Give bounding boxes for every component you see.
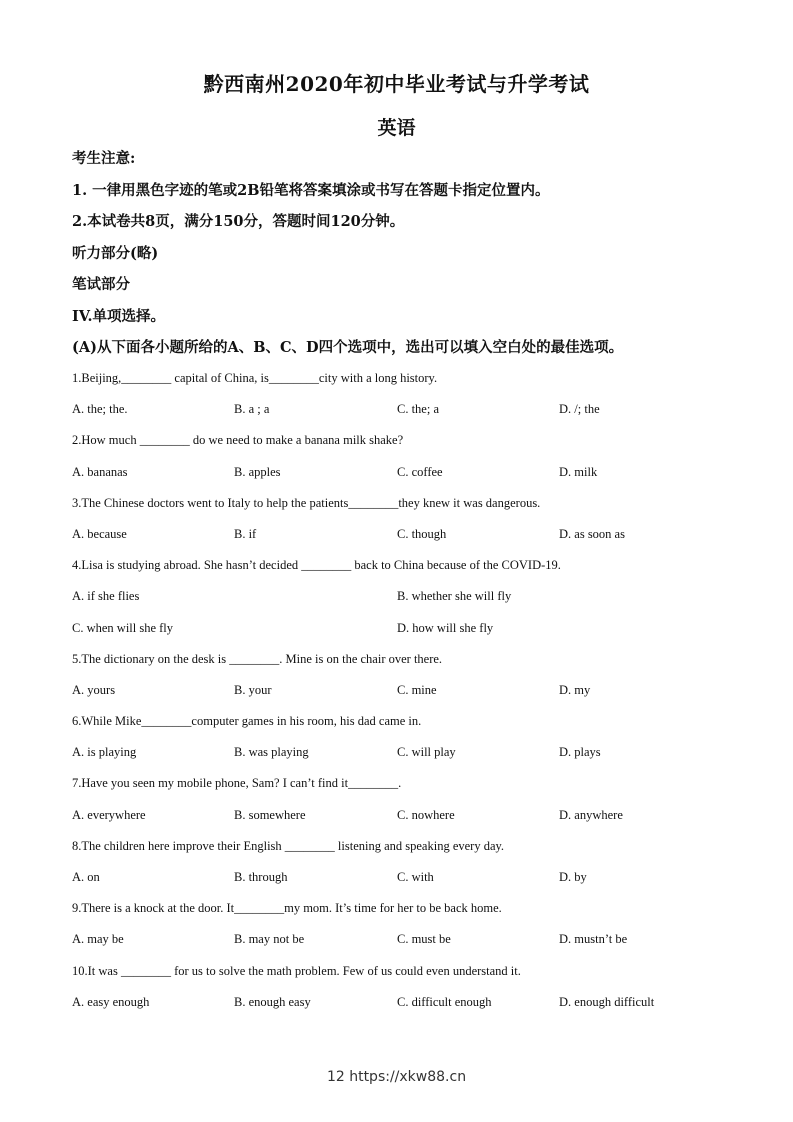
option: B. through bbox=[234, 870, 288, 884]
option: D. anywhere bbox=[559, 807, 623, 822]
option-row bbox=[72, 399, 722, 430]
option-row bbox=[72, 618, 722, 649]
question-text: 10.It was ________ for us to solve the math problem. Few of us could even understand it. bbox=[72, 963, 521, 978]
question-text: 7.Have you seen my mobile phone, Sam? I can’t find it________. bbox=[72, 776, 402, 791]
option-row bbox=[72, 524, 722, 555]
option-row bbox=[72, 929, 722, 960]
question-text: 4.Lisa is studying abroad. She hasn’t decided ________ back to China because of the COVID-19. bbox=[72, 558, 561, 573]
option: C. with bbox=[397, 870, 434, 884]
note-line: 2.本试卷共8页，满分150分，答题时间120分钟。 bbox=[72, 213, 405, 230]
option: C. must be bbox=[397, 932, 451, 947]
option: C. though bbox=[397, 526, 447, 541]
option-row bbox=[72, 992, 722, 1023]
option-row bbox=[72, 742, 722, 773]
option: C. nowhere bbox=[397, 807, 455, 822]
option: A. everywhere bbox=[72, 807, 146, 822]
option: C. will play bbox=[397, 745, 456, 760]
option: D. plays bbox=[559, 745, 601, 760]
option: D. as soon as bbox=[559, 526, 625, 541]
option-row bbox=[72, 680, 722, 711]
option: A. easy enough bbox=[72, 994, 150, 1009]
option-row bbox=[72, 586, 722, 617]
option: C. difficult enough bbox=[397, 994, 492, 1009]
option: A. bananas bbox=[72, 464, 128, 479]
option: C. the; a bbox=[397, 402, 440, 417]
option: C. when will she fly bbox=[72, 620, 174, 635]
option: D. /; the bbox=[559, 402, 600, 417]
page-subtitle: 英语 bbox=[377, 117, 416, 139]
option: D. my bbox=[559, 682, 591, 697]
note-line: 听力部分(略) bbox=[72, 244, 159, 262]
note-line: (A)从下面各小题所给的A、B、C、D四个选项中，选出可以填入空白处的最佳选项。 bbox=[72, 339, 624, 356]
option: B. if bbox=[234, 526, 257, 541]
option: D. milk bbox=[559, 464, 598, 479]
option: A. yours bbox=[72, 682, 116, 697]
option-row bbox=[72, 867, 722, 898]
question-list bbox=[72, 368, 722, 1023]
option: A. may be bbox=[72, 932, 124, 947]
option: D. enough difficult bbox=[559, 994, 655, 1009]
option: D. by bbox=[559, 870, 587, 884]
option: A. the; the. bbox=[72, 402, 128, 417]
option: A. on bbox=[72, 870, 100, 884]
question-text: 9.There is a knock at the door. It________my mom. It’s time for her to be back home. bbox=[72, 901, 502, 916]
note-line: 考生注意: bbox=[72, 150, 136, 167]
option: B. may not be bbox=[234, 932, 305, 947]
option: C. mine bbox=[397, 682, 437, 697]
option: B. apples bbox=[234, 464, 281, 479]
option: B. somewhere bbox=[234, 807, 306, 822]
option: B. enough easy bbox=[234, 994, 311, 1009]
page-title: 黔西南州2020年初中毕业考试与升学考试 bbox=[203, 72, 590, 96]
option: C. coffee bbox=[397, 464, 443, 479]
question-text: 2.How much ________ do we need to make a banana milk shake? bbox=[72, 433, 404, 448]
option: A. because bbox=[72, 526, 127, 541]
question-text: 1.Beijing,________ capital of China, is________city with a long history. bbox=[72, 371, 438, 385]
question-text: 3.The Chinese doctors went to Italy to help the patients________they knew it was dangerous. bbox=[72, 495, 541, 510]
question-text: 5.The dictionary on the desk is ________. Mine is on the chair over there. bbox=[72, 651, 443, 666]
option-row bbox=[72, 462, 722, 493]
option-row bbox=[72, 805, 722, 836]
option: B. a ; a bbox=[234, 402, 270, 417]
option: D. mustn’t be bbox=[559, 932, 628, 947]
option: A. if she flies bbox=[72, 589, 140, 604]
note-line: 笔试部分 bbox=[72, 276, 130, 293]
note-line: 1. 一律用黑色字迹的笔或2B铅笔将答案填涂或书写在答题卡指定位置内。 bbox=[72, 181, 550, 199]
note-line: IV.单项选择。 bbox=[72, 307, 166, 325]
option: D. how will she fly bbox=[397, 620, 494, 635]
instructions bbox=[72, 150, 732, 371]
question-text: 6.While Mike________computer games in his room, his dad came in. bbox=[72, 714, 422, 729]
option: B. your bbox=[234, 682, 272, 697]
option: A. is playing bbox=[72, 745, 137, 760]
option: B. was playing bbox=[234, 745, 309, 760]
option: B. whether she will fly bbox=[397, 589, 512, 604]
page-footer: 12 https://xkw88.cn bbox=[326, 1069, 467, 1085]
question-text: 8.The children here improve their English ________ listening and speaking every day. bbox=[72, 838, 505, 853]
